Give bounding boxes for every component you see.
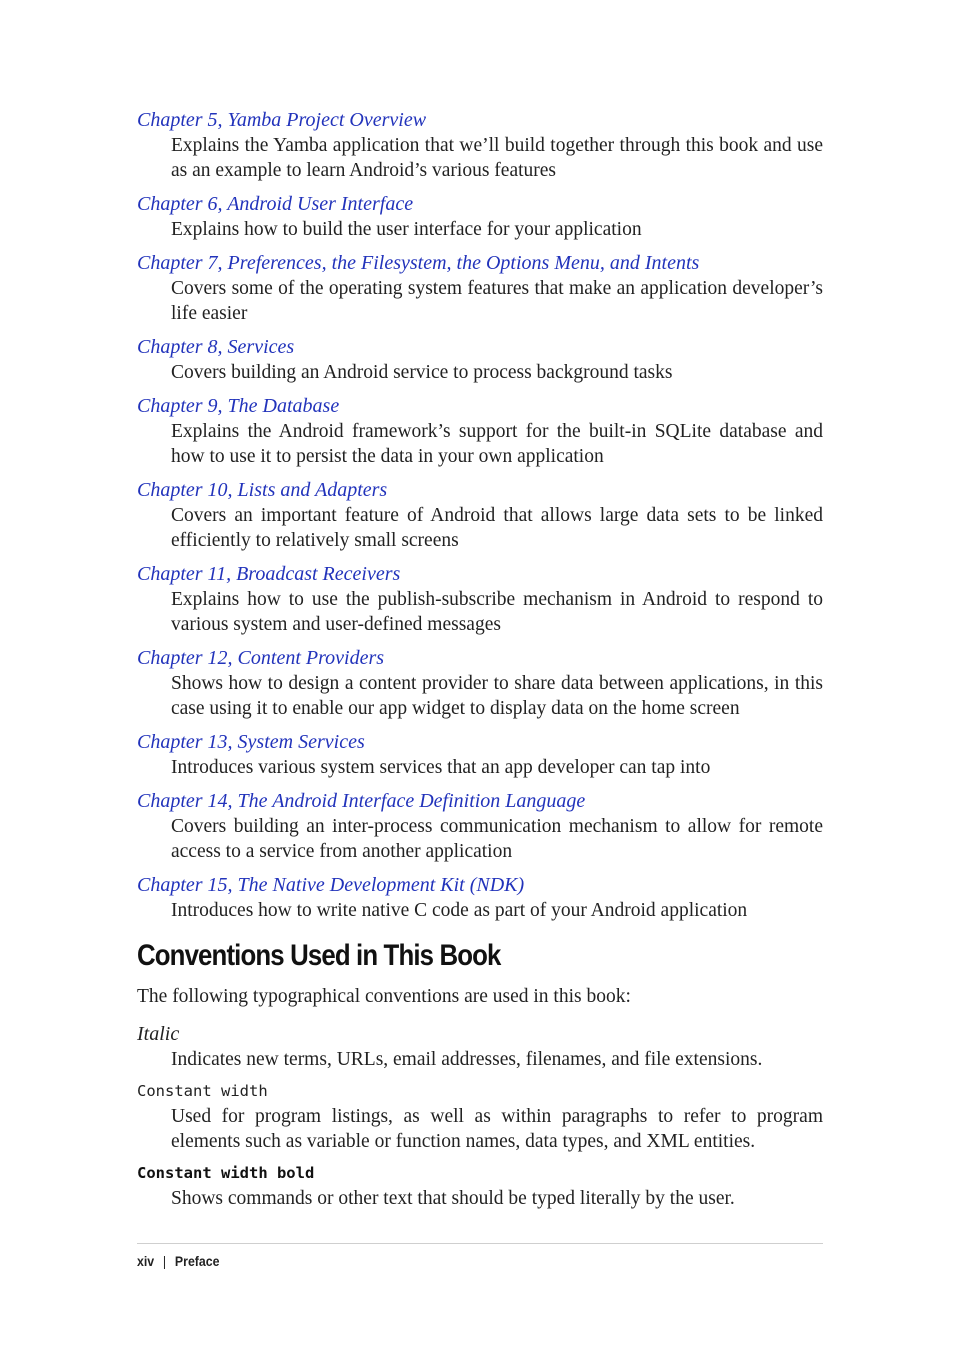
chapter-link[interactable]: Chapter 13, System Services bbox=[137, 731, 365, 753]
chapter-description: Covers some of the operating system features that make an application developer’s life easier bbox=[171, 278, 823, 324]
chapter-link[interactable]: Chapter 11, Broadcast Receivers bbox=[137, 563, 401, 585]
chapter-link[interactable]: Chapter 5, Yamba Project Overview bbox=[137, 109, 427, 131]
chapter-entry bbox=[137, 192, 823, 242]
footer-divider bbox=[137, 1243, 823, 1244]
chapter-entry bbox=[137, 730, 823, 780]
chapter-list bbox=[137, 108, 823, 932]
chapter-link[interactable]: Chapter 9, The Database bbox=[137, 395, 340, 417]
chapter-link[interactable]: Chapter 12, Content Providers bbox=[137, 647, 385, 669]
chapter-link[interactable]: Chapter 10, Lists and Adapters bbox=[137, 479, 388, 501]
chapter-entry bbox=[137, 646, 823, 721]
chapter-description: Explains the Android framework’s support for the built-in SQLite database and how to use it to persist the data in your own application bbox=[171, 421, 823, 467]
chapter-link[interactable]: Chapter 8, Services bbox=[137, 336, 295, 358]
convention-entry bbox=[137, 1022, 823, 1072]
section-heading: Conventions Used in This Book bbox=[137, 939, 501, 972]
chapter-description: Covers building an inter-process communication mechanism to allow for remote access to a service from another application bbox=[171, 816, 823, 862]
chapter-description: Covers an important feature of Android that allows large data sets to be linked efficiently to relatively small screens bbox=[171, 505, 823, 551]
chapter-link[interactable]: Chapter 15, The Native Development Kit (NDK) bbox=[137, 874, 525, 896]
chapter-entry bbox=[137, 873, 823, 923]
chapter-description: Introduces how to write native C code as part of your Android application bbox=[171, 900, 748, 921]
footer-section-name: Preface bbox=[174, 1253, 220, 1269]
convention-term-italic: Italic bbox=[137, 1023, 180, 1045]
convention-description: Indicates new terms, URLs, email addresses, filenames, and file extensions. bbox=[171, 1049, 763, 1070]
chapter-description: Shows how to design a content provider to share data between applications, in this case using it to enable our app widget to display data on the home screen bbox=[171, 673, 823, 719]
page-footer bbox=[137, 1251, 219, 1271]
chapter-description: Explains how to build the user interface for your application bbox=[171, 219, 642, 240]
convention-description: Shows commands or other text that should be typed literally by the user. bbox=[171, 1188, 735, 1209]
chapter-entry bbox=[137, 562, 823, 637]
chapter-description: Explains the Yamba application that we’ll build together through this book and use as an example to learn Android’s various features bbox=[171, 135, 823, 181]
page-number: xiv bbox=[137, 1253, 155, 1269]
chapter-description: Covers building an Android service to process background tasks bbox=[171, 362, 673, 383]
chapter-entry bbox=[137, 478, 823, 553]
chapter-entry bbox=[137, 108, 823, 183]
chapter-description: Introduces various system services that an app developer can tap into bbox=[171, 757, 711, 778]
footer-separator: | bbox=[162, 1253, 167, 1269]
section-intro: The following typographical conventions are used in this book: bbox=[137, 986, 631, 1007]
chapter-entry bbox=[137, 335, 823, 385]
chapter-description: Explains how to use the publish-subscribe mechanism in Android to respond to various system and user-defined messages bbox=[171, 589, 823, 635]
convention-entry bbox=[137, 1160, 823, 1211]
convention-term-constant-width-bold: Constant width bold bbox=[137, 1164, 315, 1182]
chapter-link[interactable]: Chapter 6, Android User Interface bbox=[137, 193, 414, 215]
book-page bbox=[137, 0, 823, 1357]
chapter-entry bbox=[137, 251, 823, 326]
convention-entry bbox=[137, 1078, 823, 1154]
conventions-list bbox=[137, 1022, 823, 1217]
convention-description: Used for program listings, as well as within paragraphs to refer to program elements such as variable or function names, data types, and XML entities. bbox=[171, 1106, 823, 1152]
chapter-entry bbox=[137, 394, 823, 469]
convention-term-constant-width: Constant width bbox=[137, 1082, 268, 1100]
chapter-entry bbox=[137, 789, 823, 864]
chapter-link[interactable]: Chapter 14, The Android Interface Definition Language bbox=[137, 790, 586, 812]
chapter-link[interactable]: Chapter 7, Preferences, the Filesystem, the Options Menu, and Intents bbox=[137, 252, 700, 274]
